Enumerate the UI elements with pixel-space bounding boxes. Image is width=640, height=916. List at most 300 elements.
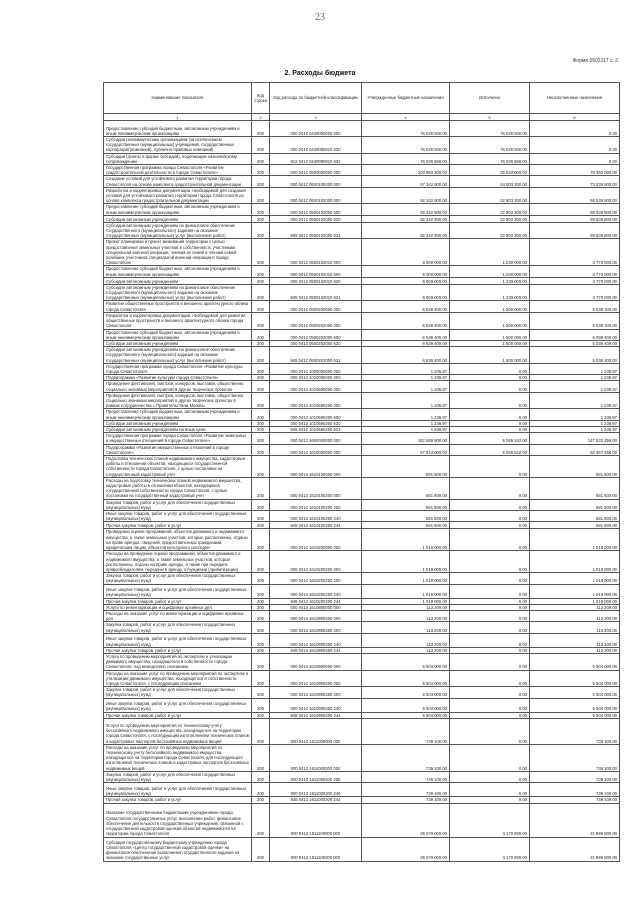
row-approved: 26 070 000.00 [362,837,450,861]
table-row [104,239,620,266]
row-executed: 0.00 [450,511,530,522]
header-line-code: Код строки [252,83,270,114]
row-name: Субсидии автономным учреждениям [104,340,252,346]
row-approved: 581 600.00 [362,522,450,529]
row-line-code: 200 [252,522,270,529]
row-name: Расходы на оказание услуг по проведению мероприятий по экспертизе и утилизации движимого имущества, находящегося в собственности города Севастополя, с последующим списанием [104,670,252,687]
row-name: Создание условий для устойчивого развития территории города Севастополя на основе комплекса градостроительной документации [104,176,252,187]
row-unexecuted: 581 600.00 [530,477,620,499]
row-unexecuted: 21 899 500.00 [530,837,620,861]
row-name: Предоставление субсидий бюджетным, автономным учреждениям и иным некоммерческим организациям [104,329,252,340]
header-row [104,83,620,114]
page-number: 23 [315,12,325,23]
table-row [104,633,620,647]
row-executed: 22 803 300.00 [450,204,530,215]
row-unexecuted: 0.00 [530,121,620,137]
row-line-code: 200 [252,165,270,176]
table-row [104,499,620,510]
row-classification-code: 000 0412 1600000000 000 [270,433,362,444]
row-executed: 25 533 000.00 [450,165,530,176]
row-line-code: 200 [252,803,270,837]
row-classification-code: 845 0412 1010590200 622 [270,426,362,432]
table-row [104,783,620,797]
row-name: Государственная программа города Севастополя «Развитие градостроительной деятельности в городе Севастополе» [104,165,252,176]
table-row [104,176,620,187]
row-name: Разработка и корректировка документации, необходимой для развития общественных пространств и внешнего архитектурного облика города Севастополя [104,312,252,329]
row-classification-code: 000 0412 0440090810 630 [270,137,362,154]
row-classification-code: 000 0412 1610800200 000 [270,611,362,622]
table-row [104,329,620,340]
row-executed: 0.00 [450,598,530,604]
table-row [104,670,620,687]
row-line-code: 200 [252,381,270,392]
row-executed: 0.00 [450,551,530,573]
row-approved: 1 236.97 [362,381,450,392]
row-name: Субсидии автономным учреждениям [104,420,252,426]
row-line-code: 200 [252,511,270,522]
row-executed: 0.00 [450,375,530,381]
row-line-code: 200 [252,712,270,718]
row-executed: 0.00 [450,718,530,744]
row-unexecuted: 147 632 258.00 [530,433,620,444]
row-classification-code: 812 0412 0440090810 632 [270,153,362,164]
row-classification-code: 848 0412 1610800200 244 [270,647,362,653]
row-classification-code: 000 0412 1010590200 620 [270,420,362,426]
row-executed: 0.00 [450,529,530,551]
row-classification-code: 000 0412 0500102010 600 [270,266,362,277]
table-row [104,698,620,712]
row-approved: 581 600.00 [362,511,450,522]
row-executed: 0.00 [450,381,530,392]
row-approved: 739 100.00 [362,783,450,797]
row-approved: 6 538 400.00 [362,312,450,329]
row-line-code: 200 [252,277,270,284]
row-name: Оказание государственными бюджетными учреждениями города Севастополя государственных услуг, выполнение работ, финансовое обеспечение деятельности государственных учреждений, связанной с государственной кадастровой оценкой объектов недвижимости на территории города Севастополя [104,803,252,837]
row-name: Иные закупки товаров, работ и услуг для обеспечения государственных (муниципальных) нужд [104,511,252,522]
row-unexecuted: 0.00 [530,153,620,164]
header-approved: Утвержденные бюджетные назначения [362,83,450,114]
row-approved: 113 200.00 [362,622,450,633]
row-unexecuted: 1 018 000.00 [530,598,620,604]
row-approved: 1 236.97 [362,409,450,420]
row-executed: 0.00 [450,499,530,510]
row-classification-code: 000 0412 1010500000 000 [270,381,362,392]
row-line-code: 200 [252,499,270,510]
header-number: 1 [104,114,252,121]
row-approved: 1 018 000.00 [362,551,450,573]
row-unexecuted: 82 457 458.00 [530,444,620,455]
row-executed: 0.00 [450,797,530,803]
row-classification-code: 000 0412 0440000000 600 [270,121,362,137]
row-line-code: 200 [252,375,270,381]
row-unexecuted: 69 539 600.00 [530,215,620,222]
row-name: Расходы на подготовку технических планов недвижимого имущества, кадастровые работы в отношении объектов, находящихся государственной собственности города Севастополя, с целью постановки на государственный кадастровый учет [104,477,252,499]
row-executed: 0.00 [450,698,530,712]
row-name: Субсидии автономным учреждениям на финансовое обеспечение государственного (муниципального) задания на оказание государственных (муниципальных) услуг (выполнение работ) [104,347,252,364]
row-approved: 1 018 000.00 [362,598,450,604]
row-classification-code: 000 0412 1610200200 000 [270,551,362,573]
row-line-code: 200 [252,301,270,312]
table-row [104,392,620,409]
row-unexecuted: 581 600.00 [530,499,620,510]
row-approved: 5 504 000.00 [362,698,450,712]
row-approved: 581 600.00 [362,499,450,510]
row-line-code: 200 [252,797,270,803]
row-executed: 22 803 300.00 [450,215,530,222]
row-name: Предоставление субсидий бюджетным, автономным учреждениям и иным некоммерческим организациям [104,266,252,277]
row-executed: 1 230 000.00 [450,277,530,284]
row-classification-code: 000 0412 1610900000 000 [270,654,362,671]
row-executed: 5 066 542.00 [450,444,530,455]
row-unexecuted: 581 600.00 [530,522,620,529]
row-unexecuted: 1 236.97 [530,420,620,426]
row-approved: 113 200.00 [362,647,450,653]
row-name: Закупка товаров, работ и услуг для обеспечения государственных (муниципальных) нужд [104,771,252,782]
row-line-code: 200 [252,604,270,610]
row-line-code: 200 [252,670,270,687]
row-approved: 5 000 000.00 [362,284,450,301]
row-executed: 5 066 542.00 [450,433,530,444]
row-unexecuted: 1 236.97 [530,426,620,432]
row-executed: 1 500 000.00 [450,329,530,340]
row-line-code: 200 [252,654,270,671]
row-classification-code: 848 0412 1610100200 244 [270,522,362,529]
row-approved: 97 342 900.00 [362,176,450,187]
row-unexecuted: 1 236.97 [530,363,620,374]
row-name: Иные закупки товаров, работ и услуг для обеспечения государственных (муниципальных) нужд [104,698,252,712]
row-classification-code: 000 0412 1610800000 000 [270,604,362,610]
row-unexecuted: 1 236.97 [530,375,620,381]
row-unexecuted: 73 339 600.00 [530,176,620,187]
row-name: Услуги по инвентаризации и оцифровке архивных дел [104,604,252,610]
table-row [104,137,620,154]
row-name: Субсидии автономным учреждениям на иные цели [104,426,252,432]
row-name: Подпрограмма «Развитие имущественных отношений в городе Севастополе» [104,444,252,455]
table-row [104,277,620,284]
row-classification-code: 000 0412 1610200000 000 [270,529,362,551]
row-unexecuted: 0.00 [530,137,620,154]
row-name: Субсидии (гранты в форме субсидий), подлежащие казначейскому сопровождению [104,153,252,164]
row-name: Подготовка технических планов недвижимого имущества, кадастровые работы в отношении объектов, находящихся государственной собственности города Севастополя, с целью постановки на государственный кадастровый учет [104,455,252,477]
row-classification-code: 000 0412 1010590200 000 [270,392,362,409]
row-name: Государственная программа города Севастополя «Развитие земельных и имущественных отношений в городе Севастополе» [104,433,252,444]
row-executed: 4 170 600.00 [450,837,530,861]
row-line-code: 200 [252,647,270,653]
row-name: Закупка товаров, работ и услуг для обеспечения государственных (муниципальных) нужд [104,499,252,510]
row-executed: 1 230 000.00 [450,239,530,266]
row-executed: 4 170 600.00 [450,803,530,837]
row-name: Субсидии автономным учреждениям [104,277,252,284]
row-classification-code: 000 0412 1610100200 000 [270,477,362,499]
row-approved: 5 000 000.00 [362,266,450,277]
table-row [104,455,620,477]
row-executed: 1 230 000.00 [450,284,530,301]
header-number: 6 [530,114,620,121]
row-classification-code: 848 0412 1610200200 244 [270,598,362,604]
row-approved: 152 688 800.00 [362,433,450,444]
row-classification-code: 000 0412 1000000000 000 [270,363,362,374]
row-classification-code: 000 0412 1610900200 200 [270,687,362,698]
row-unexecuted: 113 200.00 [530,622,620,633]
row-unexecuted: 5 504 000.00 [530,698,620,712]
row-name: Субсидии автономным учреждениям [104,215,252,222]
row-line-code: 200 [252,340,270,346]
row-executed: 22 803 300.00 [450,187,530,204]
row-line-code: 200 [252,187,270,204]
row-classification-code: 000 0412 1610900200 000 [270,670,362,687]
row-approved: 6 538 400.00 [362,329,450,340]
row-classification-code: 000 0412 1010000000 000 [270,375,362,381]
row-executed: 1 500 000.00 [450,301,530,312]
row-unexecuted: 69 539 600.00 [530,204,620,215]
row-executed: 1 500 000.00 [450,347,530,364]
row-line-code: 200 [252,426,270,432]
row-unexecuted: 1 018 000.00 [530,584,620,598]
row-approved: 581 600.00 [362,477,450,499]
row-line-code: 200 [252,598,270,604]
table-row [104,837,620,861]
row-classification-code: 000 0412 1610800200 240 [270,633,362,647]
row-name: Закупка товаров, работ и услуг для обеспечения государственных (муниципальных) нужд [104,622,252,633]
row-classification-code: 848 0412 1611000200 244 [270,797,362,803]
row-approved: 113 200.00 [362,604,450,610]
row-unexecuted: 5 504 000.00 [530,670,620,687]
header-classification-code: Код расхода по бюджетной классификации [270,83,362,114]
row-line-code: 200 [252,551,270,573]
row-name: Развитие общественных пространств и внешнего архитектурного облика города Севастополя [104,301,252,312]
row-unexecuted: 581 600.00 [530,511,620,522]
row-executed: 0.00 [450,687,530,698]
table-row [104,312,620,329]
row-executed: 0.00 [450,654,530,671]
row-unexecuted: 69 539 600.00 [530,222,620,239]
row-classification-code: 845 0412 0500102000 621 [270,222,362,239]
row-executed: 76 036 600.00 [450,153,530,164]
row-executed: 0.00 [450,633,530,647]
row-line-code: 200 [252,611,270,622]
row-name: Услуги по проведению мероприятий по экспертизе и утилизации движимого имущества, находящегося в собственности города Севастополя, под немедленно списанием [104,654,252,671]
row-line-code: 200 [252,329,270,340]
table-row [104,347,620,364]
row-name: Расходы на оказание услуг по инвентаризации и оцифровке архивных дел [104,611,252,622]
row-approved: 92 342 900.00 [362,204,450,215]
row-unexecuted: 78 350 000.00 [530,165,620,176]
table-row [104,381,620,392]
row-unexecuted: 5 504 000.00 [530,712,620,718]
row-approved: 1 236.97 [362,426,450,432]
row-unexecuted: 3 770 000.00 [530,277,620,284]
row-classification-code: 000 0412 1611000200 200 [270,771,362,782]
row-unexecuted: 739 100.00 [530,783,620,797]
row-classification-code: 000 0412 1610200200 240 [270,584,362,598]
table-row [104,433,620,444]
row-executed: 76 036 600.00 [450,137,530,154]
row-approved: 92 342 900.00 [362,215,450,222]
table-row [104,529,620,551]
row-approved: 87 514 000.00 [362,444,450,455]
row-classification-code: 000 0412 0500100000 000 [270,176,362,187]
row-line-code: 200 [252,837,270,861]
row-line-code: 200 [252,771,270,782]
row-name: Прочая закупка товаров, работ и услуг [104,522,252,529]
row-classification-code: 000 0412 0500102000 600 [270,204,362,215]
header-unexecuted: Неисполненные назначения [530,83,620,114]
row-unexecuted: 5 038 400.00 [530,329,620,340]
row-executed: 1 500 000.00 [450,340,530,346]
row-unexecuted: 1 018 000.00 [530,573,620,584]
row-unexecuted: 1 018 000.00 [530,551,620,573]
row-unexecuted: 113 200.00 [530,647,620,653]
table-row [104,301,620,312]
row-approved: 1 018 000.00 [362,573,450,584]
row-line-code: 200 [252,284,270,301]
row-line-code: 200 [252,204,270,215]
row-unexecuted: 3 770 000.00 [530,284,620,301]
row-unexecuted: 113 200.00 [530,633,620,647]
header-number: 3 [270,114,362,121]
row-name: Закупка товаров, работ и услуг для обеспечения государственных (муниципальных) нужд [104,687,252,698]
row-name: Закупка товаров, работ и услуг для обеспечения государственных (муниципальных) нужд [104,573,252,584]
table-row [104,573,620,584]
row-name: Субсидии некоммерческим организациям (за исключением государственных (муниципальных) учреждений, государственных корпораций (компаний), публично-правовых компаний) [104,137,252,154]
row-classification-code: 000 0412 0500102000 000 [270,187,362,204]
row-executed: 0.00 [450,611,530,622]
row-line-code: 200 [252,529,270,551]
row-line-code: 200 [252,409,270,420]
row-line-code: 200 [252,137,270,154]
row-classification-code: 000 0412 1610200200 200 [270,573,362,584]
header-number: 5 [450,114,530,121]
row-executed: 0.00 [450,426,530,432]
table-row [104,803,620,837]
table-row [104,654,620,671]
row-name: Субсидия государственному бюджетному учреждению города Севастополя «Центр государственной кадастровой оценки» на финансовое обеспечение выполнения государственного задания на оказание государственных услуг [104,837,252,861]
row-line-code: 200 [252,347,270,364]
row-name: Предоставление субсидий бюджетным, автономным учреждениям и иным некоммерческим организациям [104,204,252,215]
row-line-code: 200 [252,573,270,584]
row-name: Проект планировки и проект межевания территории с целью предоставления земельных участков в собственность участникам специальной военной операции, членам их семей и членам семей погибших участников специальной военной операции в городе Севастополе [104,239,252,266]
row-unexecuted: 69 539 600.00 [530,187,620,204]
row-approved: 5 504 000.00 [362,712,450,718]
row-name: Прочая закупка товаров, работ и услуг [104,598,252,604]
row-unexecuted: 1 236.97 [530,392,620,409]
row-executed: 0.00 [450,771,530,782]
row-unexecuted: 581 600.00 [530,455,620,477]
row-approved: 1 236.97 [362,363,450,374]
row-unexecuted: 739 100.00 [530,744,620,771]
row-classification-code: 000 0412 0500202000 000 [270,312,362,329]
row-line-code: 200 [252,176,270,187]
table-row [104,444,620,455]
row-line-code: 200 [252,477,270,499]
header-number: 4 [362,114,450,121]
row-classification-code: 000 0412 0500200000 000 [270,301,362,312]
row-executed: 0.00 [450,409,530,420]
row-executed: 0.00 [450,622,530,633]
row-line-code: 200 [252,455,270,477]
table-row [104,121,620,137]
row-executed: 76 036 600.00 [450,121,530,137]
row-approved: 581 600.00 [362,455,450,477]
row-classification-code: 000 0412 1611000000 000 [270,718,362,744]
row-name: Проведение фестивалей, смотров, конкурсов, выставок, общественно социально значимых мероприятий в других творческих проектах в рамках сотрудничества с Правительством Москвы [104,392,252,409]
row-classification-code: 000 0412 1610800200 200 [270,622,362,633]
row-unexecuted: 1 236.97 [530,409,620,420]
row-executed: 0.00 [450,670,530,687]
row-classification-code: 000 0412 1610100200 240 [270,511,362,522]
row-executed: 0.00 [450,363,530,374]
row-approved: 6 538 400.00 [362,340,450,346]
row-classification-code: 000 0412 0500102000 620 [270,215,362,222]
row-unexecuted: 113 200.00 [530,604,620,610]
row-unexecuted: 5 504 000.00 [530,654,620,671]
row-classification-code: 000 0412 0500202000 620 [270,340,362,346]
row-approved: 6 538 400.00 [362,301,450,312]
row-unexecuted: 113 200.00 [530,611,620,622]
row-line-code: 200 [252,633,270,647]
table-body [104,121,620,862]
row-name: Разработка и корректировка документации, необходимой для создания условий для устойчивого развития территории города Севастополя на основе комплекса градостроительной документации [104,187,252,204]
row-approved: 5 504 000.00 [362,687,450,698]
row-name: Иные закупки товаров, работ и услуг для обеспечения государственных (муниципальных) нужд [104,633,252,647]
table-row [104,771,620,782]
table-row [104,266,620,277]
row-unexecuted: 5 038 400.00 [530,312,620,329]
expenses-table [103,82,620,862]
row-approved: 6 538 400.00 [362,347,450,364]
row-executed: 0.00 [450,573,530,584]
row-line-code: 200 [252,744,270,771]
row-classification-code: 000 0412 1010590200 600 [270,409,362,420]
row-line-code: 200 [252,444,270,455]
table-row [104,744,620,771]
row-classification-code: 000 0412 1611100000 000 [270,803,362,837]
row-approved: 5 000 000.00 [362,239,450,266]
row-approved: 1 018 000.00 [362,584,450,598]
row-classification-code: 845 0412 0500102010 621 [270,284,362,301]
table-row [104,718,620,744]
table-row [104,551,620,573]
table-row [104,622,620,633]
row-approved: 1 018 000.00 [362,529,450,551]
row-classification-code: 000 0412 1611000200 240 [270,783,362,797]
header-name: Наименование показателя [104,83,252,114]
row-executed: 0.00 [450,647,530,653]
row-name: Расходы на проведение оценки программной, объектов движимого и недвижимого имущества, а также земельных участков, которые расположены, отданы на праве аренды, а также при передаче правообладателям, передачи в аренду, отчуждении (приватизации) [104,551,252,573]
row-approved: 103 883 300.00 [362,165,450,176]
row-name: Иные закупки товаров, работ и услуг для обеспечения государственных (муниципальных) нужд [104,783,252,797]
row-unexecuted: 3 770 000.00 [530,239,620,266]
row-name: Предоставление субсидий бюджетным, автономным учреждениям и иным некоммерческим организациям [104,409,252,420]
table-row [104,611,620,622]
row-approved: 739 100.00 [362,771,450,782]
row-name: Подпрограмма «Развитие культуры города Севастополя» [104,375,252,381]
row-unexecuted: 1 018 000.00 [530,529,620,551]
row-unexecuted: 3 770 000.00 [530,266,620,277]
row-classification-code: 000 0412 1610100200 200 [270,499,362,510]
row-approved: 76 036 600.00 [362,137,450,154]
row-approved: 739 100.00 [362,797,450,803]
row-executed: 22 803 300.00 [450,222,530,239]
table-row [104,584,620,598]
row-executed: 1 230 000.00 [450,266,530,277]
table-row [104,153,620,164]
form-code: Форма 0503117 с. 2 [572,58,618,64]
row-approved: 5 504 000.00 [362,654,450,671]
row-classification-code: 000 0412 1610900200 240 [270,698,362,712]
row-line-code: 200 [252,622,270,633]
row-approved: 113 200.00 [362,611,450,622]
